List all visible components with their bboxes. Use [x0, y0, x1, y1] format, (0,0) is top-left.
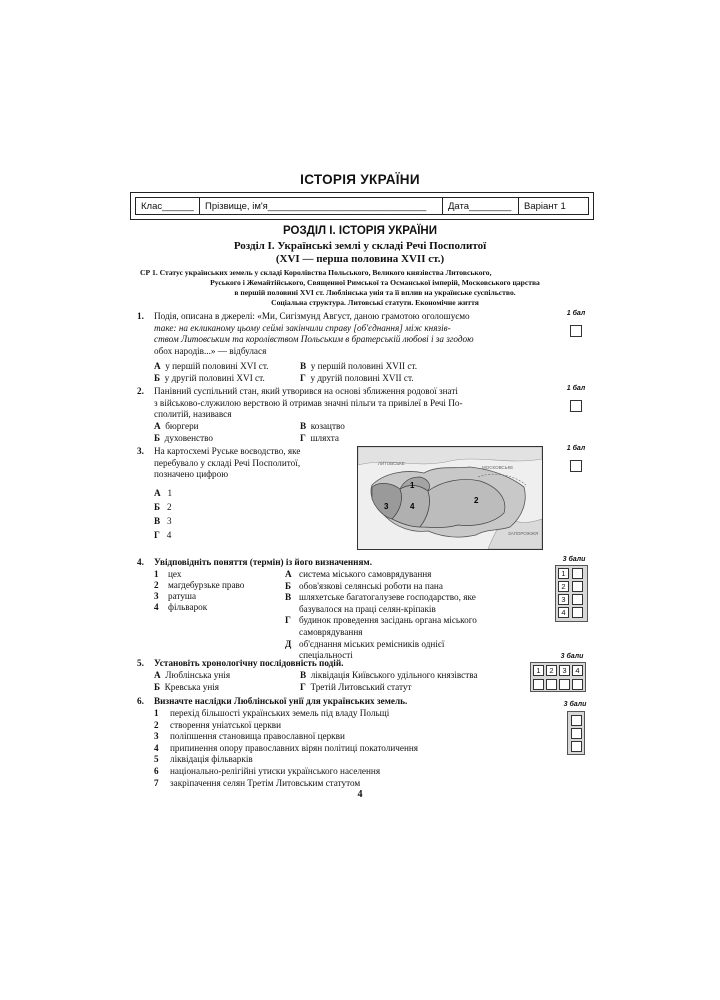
definition-line: самоврядування [299, 626, 363, 637]
item-text: створення уніатської церкви [170, 719, 282, 730]
section-subtitle: Розділ І. Українські землі у складі Речі Посполитої [233, 240, 487, 252]
definition-letter: Г [285, 615, 291, 626]
item-number: 7 [154, 777, 159, 788]
question-line: з військово-служилою верствою й отримав значні пільги та привілеї в Речі По- [154, 397, 463, 408]
option-letter: Б [154, 373, 161, 383]
definition-line: базувалося на праці селян-кріпаків [299, 603, 436, 614]
list-item [154, 754, 534, 766]
list-item [154, 778, 534, 790]
term-text: фільварок [168, 602, 208, 612]
score-label: 3 бали [563, 701, 587, 708]
option-letter: В [300, 670, 307, 680]
section-title: РОЗДІЛ І. ІСТОРІЯ УКРАЇНИ [282, 225, 437, 237]
consequence-list [154, 708, 534, 789]
option-text: духовенство [164, 433, 214, 443]
option-letter: Г [300, 682, 306, 692]
list-item [154, 720, 534, 732]
class-field[interactable]: Клас______ [136, 198, 200, 214]
map-label: 4 [410, 502, 415, 511]
option[interactable] [154, 670, 230, 682]
svg-text:ЗАПОРОЖЖЯ: ЗАПОРОЖЖЯ [508, 531, 539, 536]
item-number: 1 [154, 708, 159, 718]
option-letter: В [154, 516, 161, 526]
item-number: 5 [154, 754, 159, 765]
item-text: припинення опору православних вірян політиці покатоличення [170, 742, 419, 753]
answer-cell[interactable] [559, 679, 570, 690]
answer-cell[interactable] [546, 679, 557, 690]
term-item [154, 602, 207, 614]
item-text: ліквідація фільварків [170, 754, 253, 765]
list-item [154, 766, 534, 778]
answer-row-number: 2 [558, 581, 569, 592]
term-number: 1 [154, 569, 159, 579]
option-letter: А [154, 488, 161, 498]
option-letter: Г [154, 530, 160, 540]
option-text: ліквідація Київського удільного князівства [310, 670, 478, 680]
answer-row-number: 3 [558, 594, 569, 605]
option-text: 2 [166, 502, 172, 512]
question-number: 4. [137, 557, 144, 567]
question-line: перебувало у складі Речі Посполитої, [154, 457, 301, 468]
option-letter: Б [154, 682, 161, 692]
svg-text:ЛИТОВСЬКЕ: ЛИТОВСЬКЕ [378, 461, 405, 466]
item-number: 6 [154, 765, 159, 776]
question-line: Панівний суспільний стан, який утворився на основі зближення родової знаті [154, 386, 458, 396]
option-text: 3 [167, 516, 172, 526]
question-line: Подія, описана в джерелі: «Ми, Сигізмунд Август, даною грамотою оголошуємо [154, 311, 470, 321]
definition-line: об'єднання міських ремісників однієї [299, 638, 445, 649]
item-text: поліпшення становища православної церкви [170, 731, 345, 742]
map-label: 1 [410, 481, 415, 490]
question-2-text [154, 386, 564, 421]
option-text: у другій половині XVII ст. [310, 373, 414, 383]
date-field[interactable]: Дата________ [443, 198, 519, 214]
option-text: у першій половині XVI ст. [165, 361, 269, 371]
item-number: 4 [154, 742, 159, 753]
option[interactable] [154, 433, 213, 445]
option-letter: Б [154, 502, 161, 512]
question-number: 3. [137, 446, 144, 456]
question-line: позначено цифрою [154, 469, 229, 480]
option-text: шляхта [310, 433, 339, 443]
student-info-header [130, 192, 594, 220]
option[interactable] [300, 433, 339, 445]
item-text: закріпачення селян Третім Литовським статутом [170, 777, 361, 788]
list-item [154, 708, 534, 720]
map-label: 3 [384, 502, 389, 511]
option-text: 1 [167, 488, 173, 498]
question-number: 1. [137, 311, 144, 321]
term-item [154, 591, 196, 603]
definition-letter: В [285, 592, 292, 603]
page-title: ІСТОРІЯ УКРАЇНИ [300, 172, 420, 187]
definition-line: спеціальності [299, 650, 353, 661]
option-letter: Б [154, 433, 161, 443]
option-letter: Г [300, 433, 306, 443]
option-letter: А [154, 670, 161, 680]
answer-box[interactable] [570, 400, 582, 412]
option[interactable] [154, 682, 219, 694]
answer-cell[interactable] [572, 679, 583, 690]
option[interactable] [154, 502, 172, 514]
definition-line: шляхетське багатогалузеве господарство, яке [299, 592, 476, 603]
item-text: перехід більшості українських земель під владу Польщі [170, 708, 390, 718]
question-line: сполитій, називався [154, 409, 232, 420]
option-letter: В [300, 421, 307, 431]
question-number: 2. [137, 386, 144, 396]
definitions-list [285, 569, 545, 662]
score-label: 1 бал [566, 310, 586, 317]
name-field[interactable]: Прізвище, ім'я______________________________ [200, 198, 443, 214]
score-label: 1 бал [566, 385, 586, 392]
definition-letter: Д [285, 638, 292, 649]
cp-line: СР 1. Статус українських земель у складі Королівства Польського, Великого князівства Литовського, [140, 268, 492, 277]
option-text: Кревська унія [164, 682, 220, 692]
definition-letter: А [285, 569, 292, 579]
term-item [154, 569, 181, 581]
option-text: козацтво [310, 421, 345, 431]
answer-cell[interactable] [572, 607, 583, 618]
option[interactable] [154, 530, 171, 542]
question-line: На картосхемі Руське воєводство, яке [154, 446, 301, 456]
option-text: Третій Литовський статут [310, 682, 412, 692]
question-line: ством Литовським та королівством Польським в братерській любові і за згодою [154, 334, 474, 345]
item-text: національно-релігійні утиски українського населення [170, 765, 381, 776]
question-number: 5. [137, 658, 144, 668]
term-text: ратуша [168, 591, 197, 601]
cp-line: Соціальна структура. Литовські статути. Економічне життя [271, 298, 479, 307]
question-5-prompt: Установіть хронологічну послідовність подій. [154, 658, 344, 668]
page-number: 4 [357, 789, 363, 800]
multi-answer-grid [567, 711, 585, 755]
question-1-text [154, 311, 564, 357]
cp-line: Руського і Жемайтійського, Священної Римської та Османської імперій, Московського царства [210, 278, 540, 287]
option[interactable] [154, 373, 265, 385]
option-text: Люблінська унія [165, 670, 231, 680]
score-label: 3 бали [560, 653, 584, 660]
sequence-number: 4 [572, 665, 583, 676]
option-text: у першій половині XVII ст. [310, 361, 418, 371]
option-letter: Г [300, 373, 306, 383]
option[interactable] [154, 361, 268, 373]
definition-item [285, 569, 545, 581]
option[interactable] [300, 361, 417, 373]
term-number: 2 [154, 580, 159, 590]
term-text: магдебурзьке право [168, 580, 245, 590]
option-letter: А [154, 421, 161, 431]
answer-row-number: 4 [558, 607, 569, 618]
question-number: 6. [137, 696, 144, 706]
definition-line: будинок проведення засідань органа міського [299, 615, 477, 626]
term-text: цех [168, 569, 182, 579]
answer-cell[interactable] [533, 679, 544, 690]
sequence-number: 2 [546, 665, 557, 676]
answer-cell[interactable] [572, 581, 583, 592]
answer-box[interactable] [570, 460, 582, 472]
option-letter: А [154, 361, 161, 371]
option-text: 4 [166, 530, 172, 540]
option[interactable] [154, 421, 199, 433]
option[interactable] [300, 421, 345, 433]
list-item [154, 743, 534, 755]
option[interactable] [300, 373, 414, 385]
option-text: у другій половині XVI ст. [164, 373, 265, 383]
list-item [154, 731, 534, 743]
definition-item [285, 615, 545, 638]
item-number: 2 [154, 719, 159, 730]
definition-line: обов'язкові селянські роботи на пана [299, 580, 443, 591]
question-3-text [154, 446, 344, 481]
term-number: 3 [154, 591, 159, 601]
sequence-answer-grid [530, 662, 586, 692]
definition-item [285, 592, 545, 615]
option[interactable] [154, 488, 172, 500]
option[interactable] [154, 516, 172, 528]
option[interactable] [300, 682, 412, 694]
answer-cell[interactable] [571, 741, 582, 752]
section-period: (XVI — перша половина XVII ст.) [275, 253, 445, 265]
answer-cell[interactable] [571, 715, 582, 726]
map-label: 2 [474, 496, 479, 505]
answer-box[interactable] [570, 325, 582, 337]
item-number: 3 [154, 731, 159, 742]
answer-cell[interactable] [572, 568, 583, 579]
question-6-prompt: Визначте наслідки Люблінської унії для українських земель. [154, 696, 408, 706]
question-line: обох народів...» — відбулася [154, 345, 267, 356]
term-number: 4 [154, 602, 159, 612]
sequence-number: 1 [533, 665, 544, 676]
sequence-number: 3 [559, 665, 570, 676]
term-item [154, 580, 244, 592]
score-label: 1 бал [566, 445, 586, 452]
score-label: 3 бали [562, 556, 586, 563]
question-line: таке: на екликаному цьому сеймі закінчили справу [об'єднання] між князів- [154, 322, 451, 333]
definition-line: система міського самоврядування [299, 569, 432, 579]
definition-item [285, 581, 545, 593]
option[interactable] [300, 670, 478, 682]
variant-label: Варіант 1 [524, 200, 566, 212]
question-4-prompt: Увідповідніть поняття (термін) із його визначенням. [154, 557, 372, 567]
option-text: бюргери [165, 421, 199, 431]
svg-text:МОСКОВСЬКЕ: МОСКОВСЬКЕ [482, 465, 514, 470]
definition-letter: Б [285, 580, 292, 591]
matching-answer-grid [555, 565, 588, 622]
answer-row-number: 1 [558, 568, 569, 579]
map-image [358, 447, 542, 549]
map-scheme [357, 446, 543, 550]
answer-cell[interactable] [572, 594, 583, 605]
answer-cell[interactable] [571, 728, 582, 739]
cp-line: в першій половині XVI ст. Люблінська унія та її вплив на українське суспільство. [234, 288, 516, 297]
option-letter: В [300, 361, 307, 371]
